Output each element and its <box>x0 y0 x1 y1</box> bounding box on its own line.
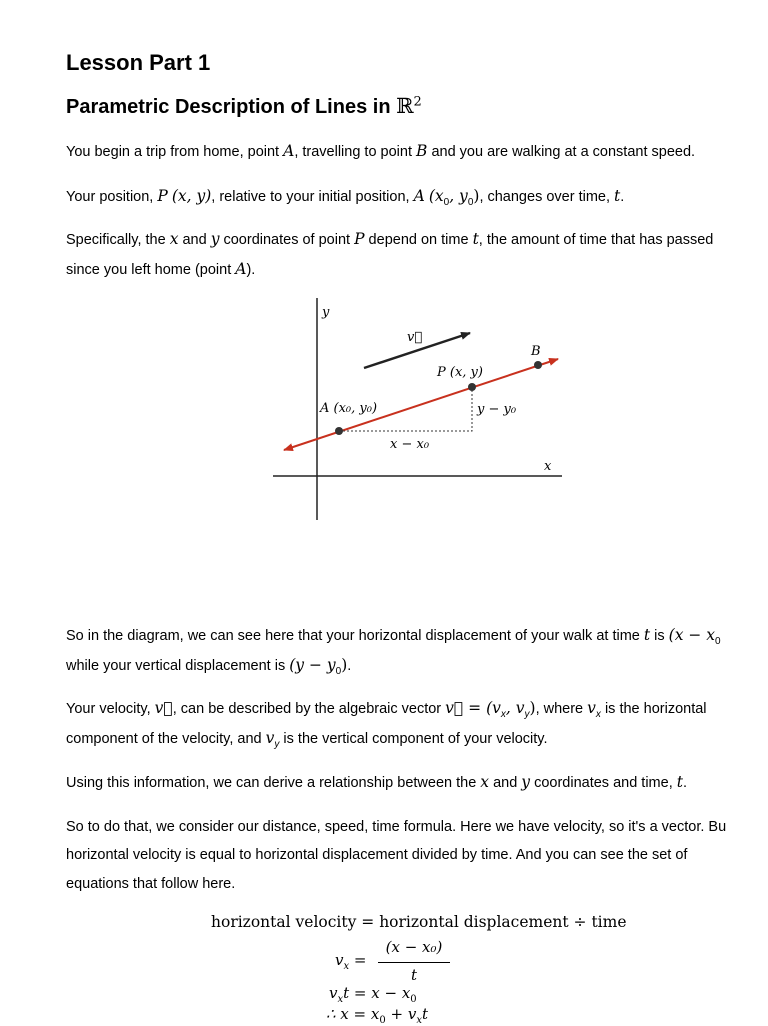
dimension-exponent: 2 <box>413 94 422 110</box>
velocity-vector-label: v⃗ <box>407 330 423 345</box>
paragraph-velocity-line1: Your velocity, v⃗, can be described by the algebraic vector v⃗ = ($v_x$, $v_y$), where $v_x$ is the horizontal <box>66 699 707 720</box>
fraction-bar <box>378 962 450 963</box>
vertical-displacement-label: y − y₀ <box>477 402 517 417</box>
section-title <box>66 94 422 119</box>
paragraph-formula-line3: equations that follow here. <box>66 876 236 892</box>
paragraph-displacement-line1: So in the diagram, we can see here that your horizontal displacement of your walk at time t is ($x - x_0$ <box>66 626 721 647</box>
velocity-equations <box>0 908 768 1024</box>
point-B <box>534 361 542 369</box>
horizontal-displacement-label: x − x₀ <box>390 437 430 452</box>
equation-vx-lhs: $v_x$ = <box>335 951 367 972</box>
x-axis-label: x <box>544 459 552 474</box>
equation-horizontal-velocity: horizontal velocity = horizontal displacement ÷ time <box>211 913 627 931</box>
paragraph-relationship: Using this information, we can derive a relationship between the x and y coordinates and time, t. <box>66 773 688 791</box>
paragraph-displacement-line2: while your vertical displacement is $(y - y_0)$. <box>66 656 352 677</box>
parametric-line-diagram <box>270 292 570 524</box>
paragraph-coordinates-line1: Specifically, the x and y coordinates of point P depend on time t, the amount of time that has passed <box>66 230 714 248</box>
paragraph-trip: You begin a trip from home, point A, travelling to point B and you are walking at a constant speed. <box>66 142 696 160</box>
point-P <box>468 383 476 391</box>
paragraph-position: Your position, P (x, y), relative to your initial position, A ($x_0$, $y_0$), changes over time, t. <box>66 187 625 208</box>
equation-x-solution: ∴ $x = x_0 + v_xt$ <box>326 1005 428 1026</box>
fraction-denominator: t <box>410 966 418 984</box>
paragraph-formula-line2: horizontal velocity is equal to horizontal displacement divided by time. And you can see the set of <box>66 847 688 863</box>
equation-vx-times-t: $v_xt = x - x_0$ <box>329 984 417 1005</box>
point-A-label: A (x₀, y₀) <box>320 401 378 416</box>
real-numbers-symbol: ℝ <box>396 94 414 118</box>
point-A <box>335 427 343 435</box>
lesson-title: Lesson Part 1 <box>66 50 211 75</box>
paragraph-velocity-line2: component of the velocity, and $v_y$ is the vertical component of your velocity. <box>66 729 548 750</box>
paragraph-formula-line1: So to do that, we consider our distance, speed, time formula. Here we have velocity, so it's a vector. Bu <box>66 819 727 835</box>
point-P-label: P (x, y) <box>437 365 483 380</box>
fraction-numerator: (x − x₀) <box>385 938 443 956</box>
y-axis-label: y <box>322 305 330 320</box>
section-title-text: Parametric Description of Lines in <box>66 96 391 118</box>
paragraph-coordinates-line2: since you left home (point A). <box>66 260 256 278</box>
point-B-label: B <box>531 344 541 359</box>
